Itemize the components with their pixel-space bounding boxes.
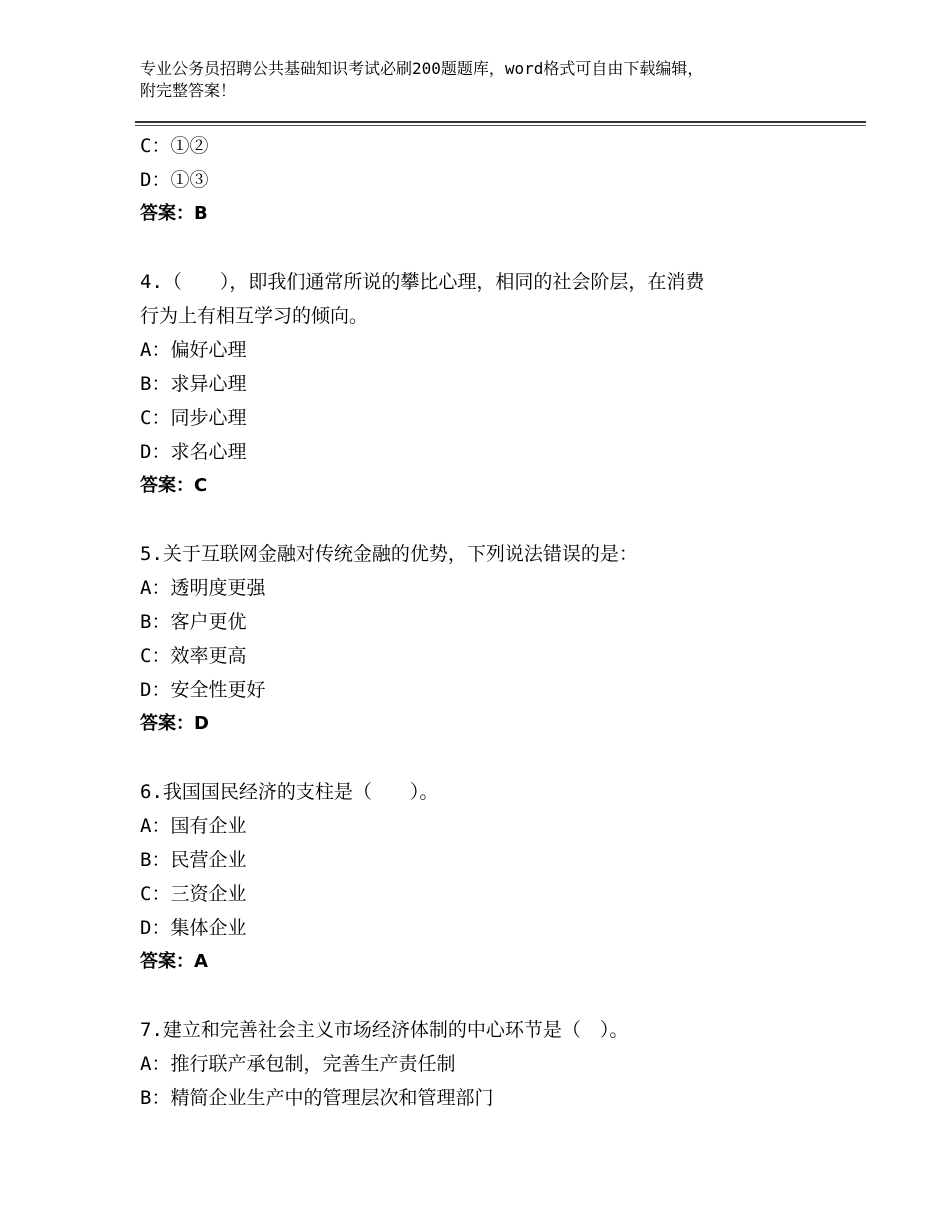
option-b: B：民营企业 <box>140 849 247 871</box>
answer: 答案：D <box>140 713 209 734</box>
option-a: A：国有企业 <box>140 815 247 837</box>
option-c: C：效率更高 <box>140 645 247 667</box>
answer: 答案：C <box>140 475 208 496</box>
spacer <box>140 231 840 265</box>
question-stem: 5.关于互联网金融对传统金融的优势，下列说法错误的是： <box>140 543 638 565</box>
question-6 <box>140 775 840 979</box>
option-a: A：偏好心理 <box>140 339 247 361</box>
option-d: D：集体企业 <box>140 917 247 939</box>
question-4 <box>140 265 840 503</box>
spacer <box>140 503 840 537</box>
option-c: C：同步心理 <box>140 407 247 429</box>
question-stem: 7.建立和完善社会主义市场经济体制的中心环节是（ ）。 <box>140 1019 629 1041</box>
header-rule-thick <box>135 121 866 123</box>
option-b: B：精简企业生产中的管理层次和管理部门 <box>140 1087 494 1109</box>
question-stem: 4.（ ），即我们通常所说的攀比心理，相同的社会阶层，在消费 <box>140 271 705 293</box>
question-stem: 6.我国国民经济的支柱是（ ）。 <box>140 781 439 803</box>
answer: 答案：A <box>140 951 208 972</box>
option-d: D：①③ <box>140 169 209 191</box>
question-5 <box>140 537 840 741</box>
option-b: B：客户更优 <box>140 611 247 633</box>
option-d: D：安全性更好 <box>140 679 266 701</box>
header-line-2: 附完整答案！ <box>140 81 237 100</box>
question-list <box>140 129 840 1115</box>
question-3-continued <box>140 129 840 231</box>
header-rule-thin <box>135 125 866 126</box>
option-d: D：求名心理 <box>140 441 247 463</box>
spacer <box>140 979 840 1013</box>
option-a: A：透明度更强 <box>140 577 266 599</box>
page-header <box>140 58 820 102</box>
answer: 答案：B <box>140 203 208 224</box>
option-c: C：三资企业 <box>140 883 247 905</box>
spacer <box>140 741 840 775</box>
question-7 <box>140 1013 840 1115</box>
option-c: C：①② <box>140 135 209 157</box>
option-a: A：推行联产承包制，完善生产责任制 <box>140 1053 456 1075</box>
header-line-1: 专业公务员招聘公共基础知识考试必刷200题题库，word格式可自由下载编辑， <box>140 59 704 78</box>
question-stem: 行为上有相互学习的倾向。 <box>140 305 369 327</box>
option-b: B：求异心理 <box>140 373 247 395</box>
